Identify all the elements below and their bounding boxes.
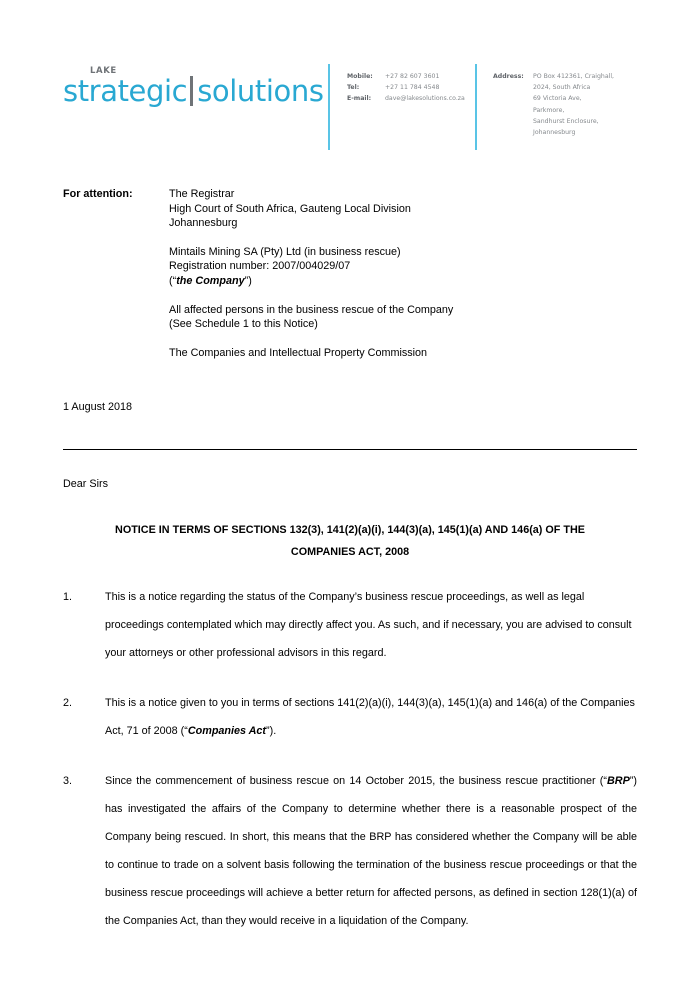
address-line-5: Johannesburg	[533, 129, 576, 137]
company-logo	[63, 62, 328, 106]
clause-number: 3.	[63, 775, 73, 787]
document-title-line-2: COMPANIES ACT, 2008	[290, 546, 410, 558]
recipient-line: High Court of South Africa, Gauteng Local Division	[169, 202, 411, 215]
recipient-line: The Companies and Intellectual Property Commission	[169, 346, 428, 359]
defined-term-open: (“	[169, 274, 177, 287]
recipient-group-company	[169, 245, 637, 289]
address-line-3: 69 Victoria Ave, Parkmore,	[533, 95, 582, 114]
recipient-group-cipc	[169, 346, 637, 361]
clause-text-before: This is a notice given to you in terms of sections 141(2)(a)(i), 144(3)(a), 145(1)(a) and 146(a) of the Companies Act, 71 of 2008 (“	[105, 697, 635, 737]
logo-word-solutions: solutions	[197, 74, 324, 108]
contact-mobile-label: Mobile:	[347, 73, 373, 80]
defined-term-company: the Company	[176, 274, 245, 287]
contact-tel-label: Tel:	[347, 84, 360, 92]
recipient-line: Johannesburg	[169, 217, 238, 230]
contact-mobile-value: +27 82 607 3601	[385, 73, 440, 80]
recipient-line: All affected persons in the business rescue of the Company	[169, 303, 454, 316]
recipient-line: (See Schedule 1 to this Notice)	[169, 318, 318, 331]
logo-word-strategic: strategic	[63, 74, 188, 108]
letterhead	[63, 62, 637, 154]
recipient-group-affected-persons	[169, 303, 637, 332]
logo-divider-bar	[190, 76, 193, 106]
document-title	[63, 519, 637, 563]
letter-date: 1 August 2018	[63, 401, 133, 413]
attention-block	[63, 187, 637, 360]
contact-mobile-row	[347, 71, 475, 82]
address-line-4: Sandhurst Enclosure,	[533, 117, 599, 125]
defined-term-companies-act: Companies Act	[187, 725, 267, 737]
clause-text	[105, 689, 637, 745]
contact-tel-row	[347, 82, 475, 93]
clause-item	[63, 583, 637, 667]
letterhead-contact-block	[330, 62, 475, 105]
contact-email-value[interactable]: dave@lakesolutions.co.za	[385, 95, 465, 103]
defined-term-brp: BRP	[607, 775, 630, 787]
attention-label	[63, 187, 169, 360]
salutation: Dear Sirs	[63, 478, 108, 490]
contact-email-row	[347, 93, 475, 104]
clause-text-after: ”).	[266, 725, 277, 737]
contact-tel-value: +27 11 784 4548	[385, 84, 440, 92]
attention-label-text: For attention	[63, 188, 129, 200]
logo-wordmark	[63, 66, 328, 108]
header-divider-rule	[63, 449, 637, 450]
recipient-line: Registration number: 2007/004029/07	[169, 260, 351, 273]
letterhead-address-block	[477, 62, 613, 138]
clause-list	[63, 583, 637, 935]
defined-term-close: ”)	[244, 274, 252, 287]
clause-number: 1.	[63, 591, 73, 603]
recipient-group-registrar	[169, 187, 637, 231]
contact-email-label: E-mail:	[347, 95, 372, 103]
address-label: Address:	[493, 73, 524, 80]
clause-text	[105, 767, 637, 935]
clause-item	[63, 689, 637, 745]
clause-text: This is a notice regarding the status of the Company’s business rescue proceedings, as well as legal proceedings contemplated which may directly affect you. As such, and if necessary, you are advised to consult your attorneys or other professional advisors in this regard.	[105, 591, 632, 659]
clause-item	[63, 767, 637, 935]
clause-number: 2.	[63, 697, 73, 709]
recipient-line: Mintails Mining SA (Pty) Ltd (in business rescue)	[169, 245, 401, 258]
clause-text-after: ”) has investigated the affairs of the Company to determine whether there is a reasonable prospect of the Company being rescued. In short, this means that the BRP has considered whether the Company will be able to continue to trade on a solvent basis following the termination of the business rescue proceedings or that the business rescue proceedings will achieve a better return for affected persons, as defined in section 128(1)(a) of the Companies Act, than they would receive in a liquidation of the Company.	[105, 775, 637, 927]
attention-recipients	[169, 187, 637, 360]
address-line-1: PO Box 412361, Craighall,	[533, 73, 615, 80]
address-first-row	[493, 71, 613, 82]
recipient-defined-term-line	[169, 274, 637, 289]
address-line-2: 2024, South Africa	[533, 84, 591, 92]
recipient-line: The Registrar	[169, 188, 235, 200]
clause-text-before: Since the commencement of business rescue on 14 October 2015, the business rescue practitioner (“	[105, 775, 607, 787]
document-title-line-1: NOTICE IN TERMS OF SECTIONS 132(3), 141(2)(a)(i), 144(3)(a), 145(1)(a) AND 146(a) OF THE	[115, 524, 585, 536]
attention-label-colon: :	[128, 188, 133, 200]
logo-lake-superscript: LAKE	[90, 66, 117, 76]
